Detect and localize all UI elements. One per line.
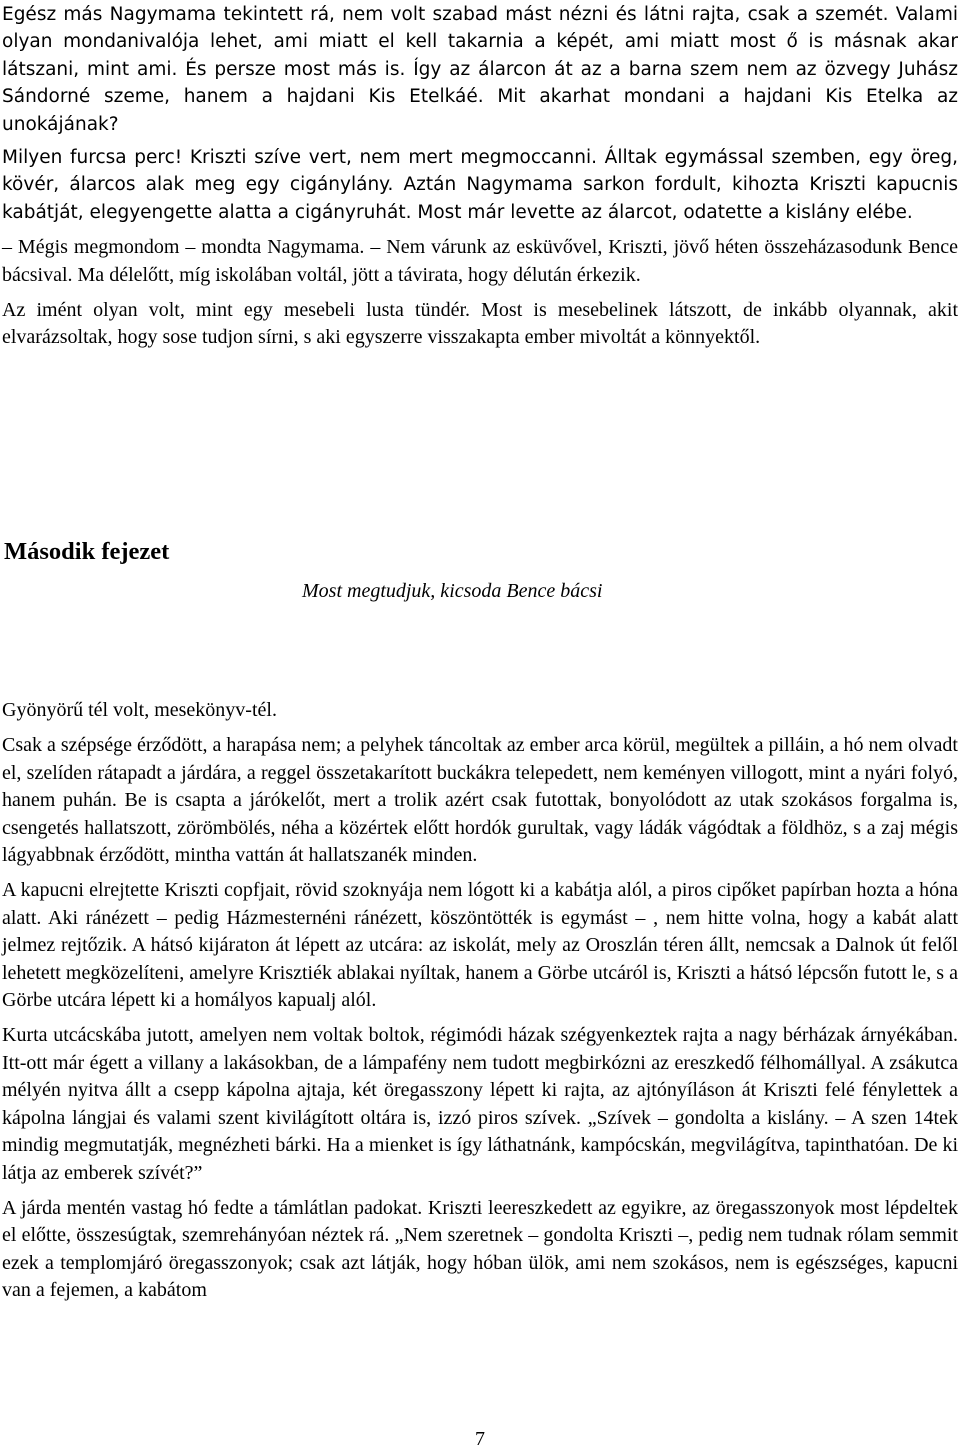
- previous-chapter-text: [2, 0, 958, 352]
- paragraph: Kurta utcácskába jutott, amelyen nem voltak boltok, régimódi házak szégyenkeztek rajta a nagy bérházak árnyékában. Itt-ott már égett a villany a lakásokban, de a lámpafény nem tudott megbirkózni az ereszkedő félhomállyal. A zsákutca mélyén nyitva állt a csepp kápolna ajtaja, két öregasszony lépett ki rajta, az ajtónyíláson át Kriszti felé fénylettek a kápolna lángjai és valami szent kivilágított oltára is, izzó piros szívek. „Szívek – gondolta a kislány. – A szen 14tek mindig megmutatják, megnézheti bárki. Ha a mienket is így láthatnánk, kampócskán, megvilágítva, tapinthatóan. De ki látja az emberek szívét?”: [2, 1024, 958, 1184]
- paragraph: – Mégis megmondom – mondta Nagymama. – Nem várunk az esküvővel, Kriszti, jövő héten összeházasodunk Bence bácsival. Ma délelőtt, míg iskolában voltál, jött a távirata, hogy délután érkezik.: [2, 236, 958, 286]
- paragraph: A járda mentén vastag hó fedte a támlátlan padokat. Kriszti leereszkedett az egyikre, az öregasszonyok most lépdeltek el előtte, összesúgtak, szemrehányóan néztek rá. „Nem szeretnek – gondolta Kriszti –, pedig nem tudnak rólam semmit ezek a templomjáró öregasszonyok; csak azt látják, hogy hóban ülök, ami nem szokásos, nem is egészséges, kapucni van a fejemen, a kabátom: [2, 1196, 958, 1302]
- page-number: 7: [475, 1428, 485, 1450]
- paragraph: A kapucni elrejtette Kriszti copfjait, rövid szoknyája nem lógott ki a kabátja alól, a piros cipőket papírban hozta a hóna alatt. Aki ránézett – pedig Házmesternéni ránézett, köszöntötték is egymást – , nem hitte volna, hogy a kabát alatt jelmez rejtőzik. A hátsó kijáraton át lépett az utcára: az iskolát, mely az Oroszlán téren állt, nemcsak a Dalnok út felől lehetett megközelíteni, amelyre Krisztiék ablakai nyíltak, hanem a Görbe utcáról is, Kriszti a hátsó lépcsőn futott le, s a Görbe utcára lépett ki a homályos kapualj alól.: [2, 879, 958, 1012]
- paragraph: Milyen furcsa perc! Kriszti szíve vert, nem mert megmoccanni. Álltak egymással szemben, egy öreg, kövér, álarcos alak meg egy cigánylány. Aztán Nagymama sarkon fordult, kihozta Kriszti kapucnis kabátját, elegyengette alatta a cigányruhát. Most már levette az álarcot, odatette a kislány elébe.: [2, 147, 958, 223]
- paragraph: Csak a szépsége érződött, a harapása nem; a pelyhek táncoltak az ember arca körül, megültek a pilláin, a hó nem olvadt el, szelíden rátapadt a járdára, a reggel összetakarított buckákra telepedett, nem keményen villogott, mint a nyári folyó, hanem puhán. Be is csapta a járókelőt, mert a trolik azért csak futottak, bonyolódott az utak szokásos forgalma is, csengetés hallatszott, zörömbölés, néha a közértek előtt hordók gurultak, vagy ládák vágódtak a földhöz, s a zaj mégis lágyabbnak érződött, mintha vattán át hallatszanék minden.: [2, 734, 958, 867]
- chapter-subtitle: Most megtudjuk, kicsoda Bence bácsi: [302, 580, 603, 602]
- chapter-heading: Második fejezet: [4, 538, 170, 565]
- chapter-body-text: [2, 697, 958, 1305]
- paragraph: Az imént olyan volt, mint egy mesebeli lusta tündér. Most is mesebelinek látszott, de inkább olyannak, akit elvarázsoltak, hogy sose tudjon sírni, s aki egyszerre visszakapta ember mivoltát a könnyektől.: [2, 299, 958, 349]
- paragraph: Egész más Nagymama tekintett rá, nem volt szabad mást nézni és látni rajta, csak a szemét. Valami olyan mondanivalója lehet, ami miatt el kell takarnia a képét, ami miatt most ő is másnak akar látszani, mint ami. És persze most más is. Így az álarcon át az a barna szem nem az özvegy Juhász Sándorné szeme, hanem a hajdani Kis Etelkáé. Mit akarhat mondani a hajdani Kis Etelka az unokájának?: [2, 4, 958, 135]
- document-page: [2, 0, 958, 1451]
- paragraph: Gyönyörű tél volt, mesekönyv-tél.: [2, 699, 277, 721]
